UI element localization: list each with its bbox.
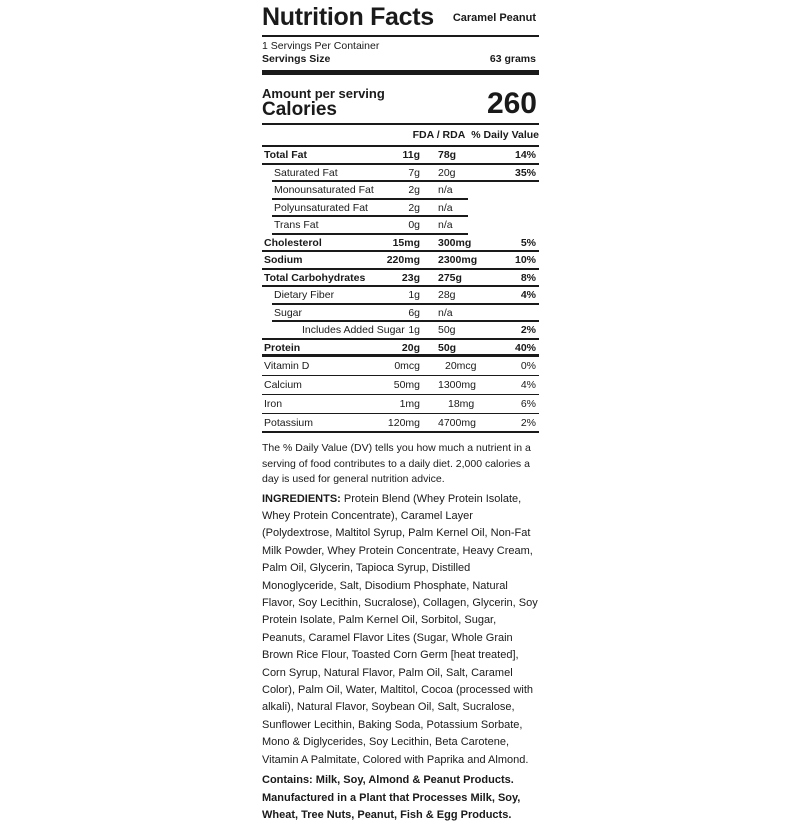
serving-size-label: Servings Size — [262, 53, 331, 65]
nutrient-row-cholesterol: Cholesterol 15mg 300mg 5% — [262, 235, 539, 253]
calories-label: Calories — [262, 99, 337, 120]
nutrient-row-total-fat: Total Fat 11g 78g 14% — [262, 147, 539, 165]
divider — [262, 431, 539, 433]
vitamin-row-vitamin-d: Vitamin D 0mcg 20mcg 0% — [262, 357, 539, 376]
nutrient-row-saturated-fat: Saturated Fat 7g 20g 35% — [262, 165, 539, 183]
nutrient-row-polyunsaturated-fat: Polyunsaturated Fat 2g n/a — [262, 200, 539, 218]
serving-size-value: 63 grams — [489, 53, 536, 65]
nutrient-row-sugar: Sugar 6g n/a — [262, 305, 539, 323]
nutrient-row-sodium: Sodium 220mg 2300mg 10% — [262, 252, 539, 270]
vitamin-row-iron: Iron 1mg 18mg 6% — [262, 395, 539, 414]
column-headers — [262, 125, 539, 145]
ingredients — [262, 491, 539, 770]
vitamin-row-potassium: Potassium 120mg 4700mg 2% — [262, 414, 539, 433]
vitamin-row-calcium: Calcium 50mg 1300mg 4% — [262, 376, 539, 395]
calories-section — [262, 75, 539, 120]
daily-value-footnote: The % Daily Value (DV) tells you how much a nutrient in a serving of food contributes to a daily diet. 2,000 calories a day is used for general nutrition advice. — [262, 442, 531, 485]
ingredients-label: INGREDIENTS: — [262, 492, 341, 505]
calories-value: 260 — [486, 87, 537, 120]
nutrient-row-total-carbohydrates: Total Carbohydrates 23g 275g 8% — [262, 270, 539, 288]
label-title: Nutrition Facts — [262, 3, 434, 31]
divider — [262, 35, 539, 37]
nutrition-facts-label — [262, 0, 539, 825]
dv-column-header: % Daily Value — [471, 129, 539, 141]
nutrient-row-monounsaturated-fat: Monounsaturated Fat 2g n/a — [262, 182, 539, 200]
servings-per-container: 1 Servings Per Container — [262, 40, 380, 52]
nutrient-row-protein: Protein 20g 50g 40% — [262, 340, 539, 358]
ingredients-text: Protein Blend (Whey Protein Isolate, Whey Protein Concentrate), Caramel Layer (Polydextrose, Maltitol Syrup, Palm Kernel Oil, Non-Fat Milk Powder, Whey Protein Concentrate, Heavy Cream, Palm Oil, Glycerin, Tapioca Syrup, Distilled Monoglyceride, Salt, Disodium Phosphate, Natural Flavor, Soy Lecithin, Sucralose), Collagen, Glycerin, Soy Protein Isolate, Palm Kernel Oil, Sorbitol, Sugar, Peanuts, Caramel Flavor Lites (Sugar, Whole Grain Brown Rice Flour, Toasted Corn Germ [heat treated], Corn Syrup, Natural Flavor, Palm Oil, Salt, Caramel Color), Palm Oil, Water, Maltitol, Cocoa (processed with alkali), Natural Flavor, Soybean Oil, Salt, Sucralose, Sunflower Lecithin, Baking Soda, Potassium Sorbate, Mono & Diglycerides, Soy Lecithin, Beta Carotene, Vitamin A Palmitate, Colored with Paprika and Almond. — [262, 492, 538, 766]
rda-column-header: FDA / RDA — [412, 129, 466, 141]
nutrient-row-added-sugar: Includes Added Sugar 1g 50g 2% — [262, 322, 539, 340]
amount-per-serving: Amount per serving — [262, 86, 385, 101]
nutrient-row-dietary-fiber: Dietary Fiber 1g 28g 4% — [262, 287, 539, 305]
nutrient-row-trans-fat: Trans Fat 0g n/a — [262, 217, 539, 235]
serving-size-row — [262, 53, 539, 66]
allergen-statement: Contains: Milk, Soy, Almond & Peanut Products. Manufactured in a Plant that Processes Milk, Soy, Wheat, Tree Nuts, Peanut, Fish & Egg Products. — [262, 774, 521, 821]
label-header — [262, 0, 539, 32]
product-name: Caramel Peanut — [452, 12, 536, 24]
